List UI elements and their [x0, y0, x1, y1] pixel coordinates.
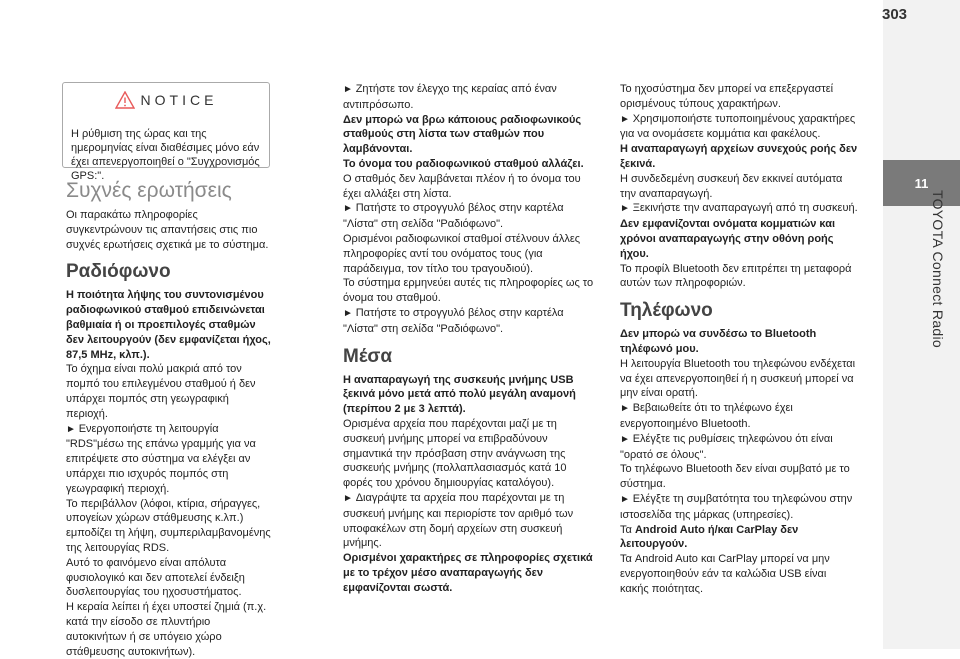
- column-3: [620, 82, 858, 597]
- radio-answer-1: Το όχημα είναι πολύ μακριά από τον πομπό του επιλεγμένου σταθμού ή δεν υπάρχει πομπός στη γεωγραφική περιοχή.: [66, 363, 256, 420]
- radio-answer-2-interpret: Το σύστημα ερμηνεύει αυτές τις πληροφορίες ως το όνομα του σταθμού.: [343, 277, 594, 305]
- phone-question-2-prefix: Τα: [620, 523, 635, 536]
- media-answer-2: Το ηχοσύστημα δεν μπορεί να επεξεργαστεί ορισμένους τύπους χαρακτήρων.: [620, 83, 834, 110]
- media-question-2: Ορισμένοι χαρακτήρες σε πληροφορίες σχετικά με το τρέχον μέσο αναπαραγωγής δεν εμφανίζονται σωστά.: [343, 552, 593, 594]
- notice-title: NOTICE: [140, 92, 218, 108]
- media-question-1: Η αναπαραγωγή της συσκευής μνήμης USB ξεκινά μόνο μετά από πολύ μεγάλη αναμονή (περίπου 2 με 3 λεπτά).: [343, 373, 576, 416]
- radio-question-2b: Το όνομα του ραδιοφωνικού σταθμού αλλάζει.: [343, 157, 584, 170]
- radio-answer-2-info: Ορισμένοι ραδιοφωνικοί σταθμοί στέλνουν άλλες πληροφορίες αντί του ονόματος τους (για παράδειγμα, τον τίτλο του τραγουδιού).: [343, 232, 581, 275]
- phone-answer-1-step-2: ► Ελέγξτε τις ρυθμίσεις τηλεφώνου ότι είναι "ορατό σε όλους".: [620, 432, 858, 463]
- chapter-tab: 11: [883, 160, 960, 206]
- phone-answer-1: Η λειτουργία Bluetooth του τηλεφώνου ενδέχεται να έχει απενεργοποιηθεί ή η συσκευή μπορεί να μην είναι ορατή.: [620, 357, 856, 400]
- radio-question-1: Η ποιότητα λήψης του συντονισμένου ραδιοφωνικού σταθμού επιδεινώνεται βαθμιαία ή οι προεπιλογές σταθμών δεν λειτουργούν (δεν εμφανίζεται ήχος, 87,5 MHz, κλπ.).: [66, 289, 271, 361]
- phone-heading: Τηλέφωνο: [620, 300, 713, 322]
- media-answer-1: Ορισμένα αρχεία που παρέχονται μαζί με τη συσκευή μνήμης μπορεί να επιβραδύνουν σημαντικά την πρόσβαση στην ανάγνωση της συσκευής μνήμης (πολλαπλασιασμός κατά 10 φορές του χρόνου δημιουργίας καταλόγου).: [343, 417, 567, 490]
- faq-title: Συχνές ερωτήσεις: [66, 179, 232, 202]
- radio-answer-1-step: ► Ενεργοποιήστε τη λειτουργία "RDS"μέσω της επάνω γραμμής για να επιτρέψετε στο σύστημα να ελέγξει αν υπάρχει πιο ισχυρός πομπός στη γεωγραφική περιοχή.: [66, 422, 272, 497]
- chapter-title: TOYOTA Connect Radio: [930, 190, 946, 348]
- page-number: 303: [882, 6, 908, 23]
- radio-answer-1-normal: Αυτό το φαινόμενο είναι απόλυτα φυσιολογικό και δεν αποτελεί ένδειξη δυσλειτουργίας του ηχοσυστήματος.: [66, 556, 245, 599]
- media-question-3: Η αναπαραγωγή αρχείων συνεχούς ροής δεν ξεκινά.: [620, 143, 858, 170]
- radio-answer-2: Ο σταθμός δεν λαμβάνεται πλέον ή το όνομα του έχει αλλάξει στη λίστα.: [343, 172, 581, 200]
- phone-answer-1-compat: Το τηλέφωνο Bluetooth δεν είναι συμβατό με το σύστημα.: [620, 463, 850, 491]
- phone-question-2: [620, 523, 858, 553]
- phone-answer-1-step-3: ► Ελέγξτε τη συμβατότητα του τηλεφώνου στην ιστοσελίδα της μάρκας (υπηρεσίες).: [620, 492, 858, 523]
- media-answer-1-step: ► Διαγράψτε τα αρχεία που παρέχονται με τη συσκευή μνήμης και περιορίστε τον αριθμό των υποφακέλων στη δομή αρχείων στη συσκευή μνήμης.: [343, 491, 595, 551]
- radio-answer-1-env: Το περιβάλλον (λόφοι, κτίρια, σήραγγες, υπογείων χώρων στάθμευσης κ.λπ.) εμποδίζει τη λήψη, συμπεριλαμβανομένης της λειτουργίας RDS.: [66, 497, 271, 554]
- media-answer-3-step: ► Ξεκινήστε την αναπαραγωγή από τη συσκευή.: [620, 201, 858, 217]
- phone-question-1: Δεν μπορώ να συνδέσω το Bluetooth τηλέφωνό μου.: [620, 328, 817, 355]
- media-answer-2-step: ► Χρησιμοποιήστε τυποποιημένους χαρακτήρες για να ονομάσετε κομμάτια και φακέλους.: [620, 112, 858, 143]
- radio-question-2: Δεν μπορώ να βρω κάποιους ραδιοφωνικούς σταθμούς στη λίστα των σταθμών που λαμβάνονται.: [343, 113, 582, 156]
- warning-icon: [115, 91, 135, 109]
- chapter-sidebar: [883, 0, 960, 649]
- media-question-4: Δεν εμφανίζονται ονόματα κομματιών και χρόνοι αναπαραγωγής στην οθόνη ροής ήχου.: [620, 218, 836, 260]
- media-answer-3: Η συνδεδεμένη συσκευή δεν εκκινεί αυτόματα την αναπαραγωγή.: [620, 172, 843, 200]
- notice-box: [62, 82, 270, 182]
- radio-answer-1-dealer: ► Ζητήστε τον έλεγχο της κεραίας από έναν αντιπρόσωπο.: [343, 82, 595, 113]
- column-2: [343, 82, 595, 596]
- media-answer-4: Το προφίλ Bluetooth δεν επιτρέπει τη μεταφορά αυτών των πληροφοριών.: [620, 262, 852, 290]
- phone-answer-2: Τα Android Auto και CarPlay μπορεί να μην ενεργοποιηθούν εάν τα καλώδια USB είναι κακής ποιότητας.: [620, 553, 830, 595]
- radio-heading: Ραδιόφωνο: [66, 261, 171, 283]
- notice-header: [63, 91, 269, 109]
- faq-intro: Οι παρακάτω πληροφορίες συγκεντρώνουν τις απαντήσεις στις πιο συχνές ερωτήσεις σχετικά με το σύστημα.: [66, 209, 269, 251]
- phone-question-2-text: Android Auto ή/και CarPlay δεν λειτουργούν.: [620, 523, 799, 551]
- radio-answer-2-step-2: ► Πατήστε το στρογγυλό βέλος στην καρτέλα "Λίστα" στη σελίδα "Ραδιόφωνο".: [343, 306, 595, 337]
- radio-answer-2-step: ► Πατήστε το στρογγυλό βέλος στην καρτέλα "Λίστα" στη σελίδα "Ραδιόφωνο".: [343, 201, 595, 232]
- notice-text: Η ρύθμιση της ώρας και της ημερομηνίας είναι διαθέσιμες μόνο εάν έχει απενεργοποιηθεί ο "Συγχρονισμός GPS:".: [71, 128, 260, 182]
- phone-answer-1-step: ► Βεβαιωθείτε ότι το τηλέφωνο έχει ενεργοποιημένο Bluetooth.: [620, 401, 858, 432]
- radio-answer-1-antenna: Η κεραία λείπει ή έχει υποστεί ζημιά (π.χ. κατά την είσοδο σε πλυντήριο αυτοκινήτων ή σε υπόγειο χώρο στάθμευσης αυτοκινήτων).: [66, 601, 267, 658]
- media-heading: Μέσα: [343, 345, 393, 367]
- column-1: [66, 178, 272, 659]
